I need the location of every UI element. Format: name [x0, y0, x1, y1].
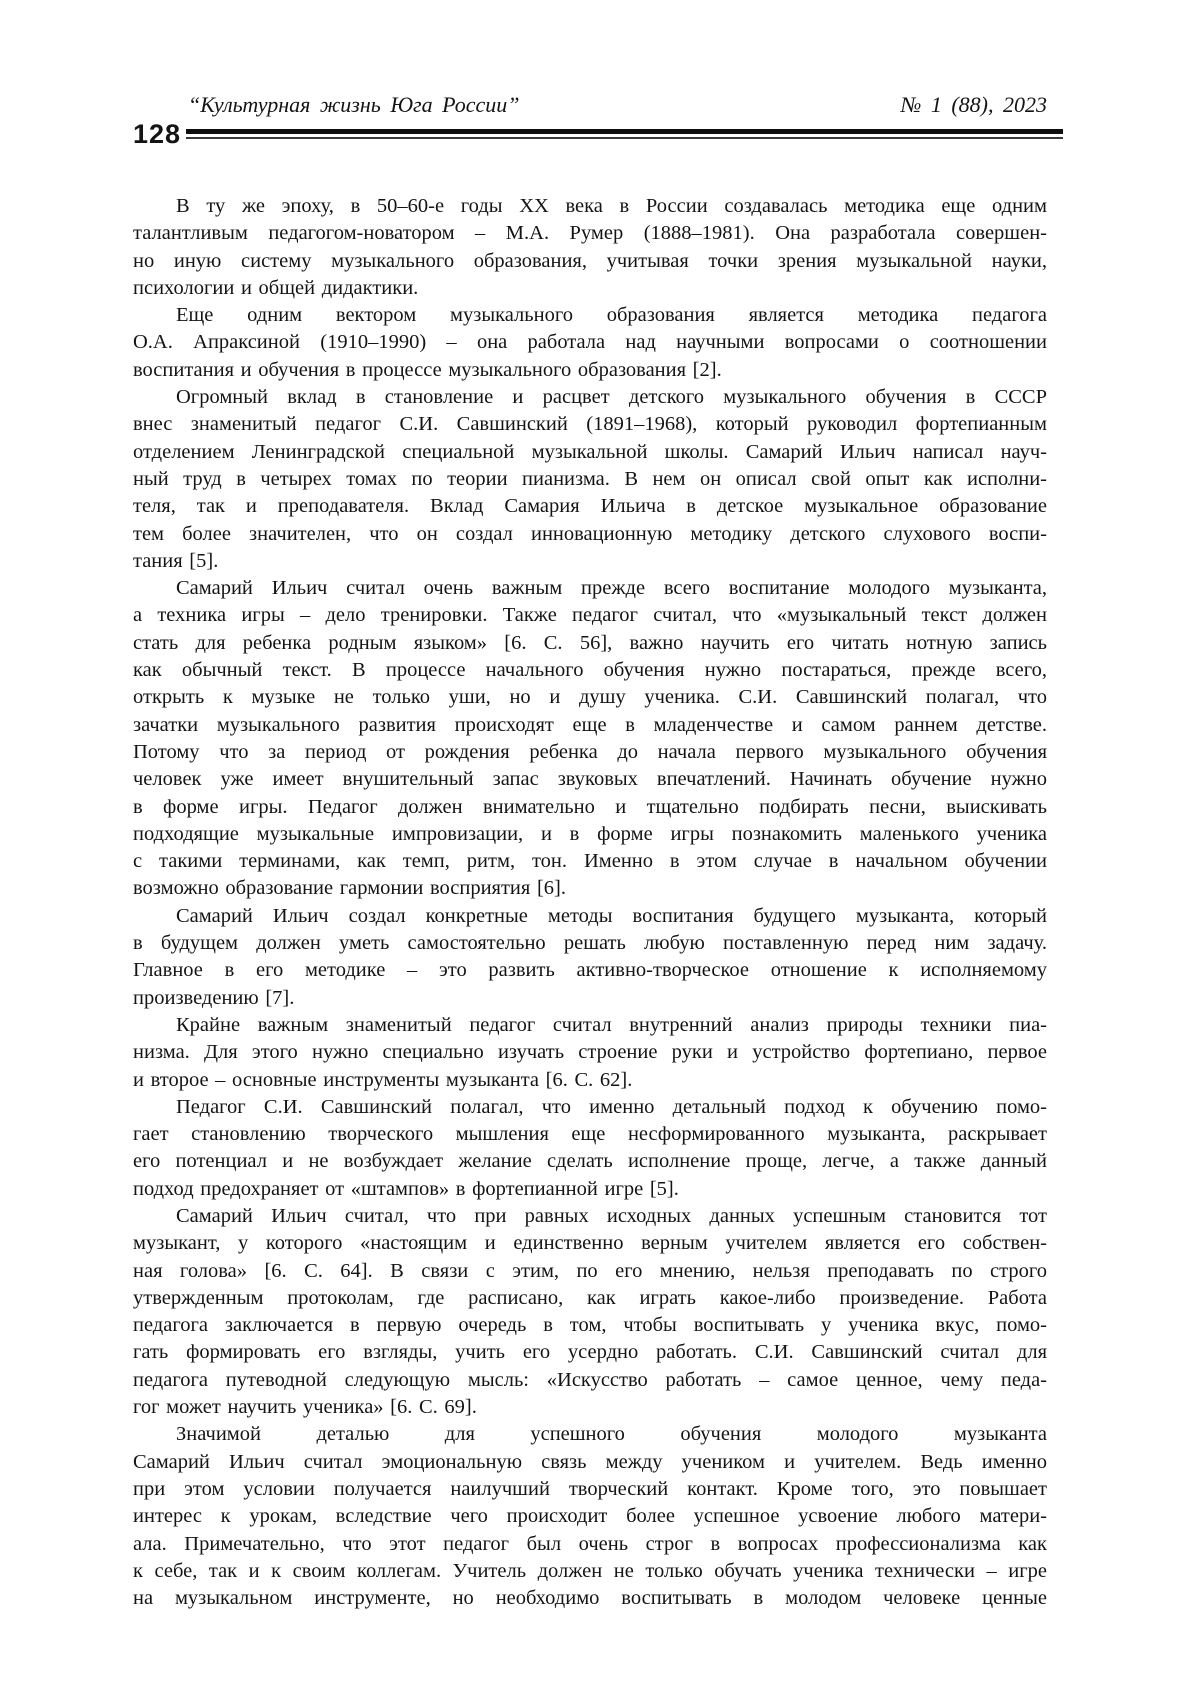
text-line: произведению [7]. — [133, 986, 295, 1009]
paragraph — [133, 1203, 1047, 1421]
text-line: гает становлению творческого мышления еще несформированного музыканта, раскрывает — [133, 1123, 1047, 1146]
page-number: 128 — [133, 119, 182, 149]
text-line: открыть к музыке не только уши, но и душу ученика. С.И. Савшинский полагал, что — [133, 686, 1047, 709]
text-line: и второе – основные инструменты музыканта [6. С. 62]. — [133, 1068, 633, 1091]
text-line: Крайне важным знаменитый педагог считал внутренний анализ природы техники пиа- — [176, 1013, 1047, 1036]
text-line: музыкант, у которого «настоящим и единственно верным учителем является его собствен- — [133, 1232, 1047, 1255]
text-line: Огромный вклад в становление и расцвет детского музыкального обучения в СССР — [176, 386, 1047, 409]
text-line: отделением Ленинградской специальной музыкальной школы. Самарий Ильич написал науч- — [133, 440, 1047, 463]
paragraph — [133, 903, 1047, 1012]
page-header — [0, 0, 1200, 147]
text-line: в форме игры. Педагог должен внимательно и тщательно подбирать песни, выискивать — [133, 795, 1047, 818]
text-line: теля, так и преподавателя. Вклад Самария Ильича в детское музыкальное образование — [133, 495, 1047, 518]
text-line: а техника игры – дело тренировки. Также педагог считал, что «музыкальный текст должен — [133, 604, 1047, 627]
text-line: ный труд в четырех томах по теории пианизма. В нем он описал свой опыт как исполни- — [133, 467, 1047, 490]
text-line: на музыкальном инструменте, но необходимо воспитывать в молодом человеке ценные — [133, 1587, 1047, 1610]
text-line: внес знаменитый педагог С.И. Савшинский (1891–1968), который руководил фортепианным — [133, 413, 1047, 436]
paragraph — [133, 575, 1047, 903]
text-line: Самарий Ильич создал конкретные методы воспитания будущего музыканта, который — [176, 904, 1047, 927]
text-line: Значимой деталью для успешного обучения молодого музыканта — [176, 1423, 1047, 1446]
running-head — [133, 92, 1047, 118]
text-line: педагога заключается в первую очередь в том, чтобы воспитывать у ученика вкус, помо- — [133, 1314, 1047, 1337]
text-line: Главное в его методике – это развить активно-творческое отношение к исполняемому — [133, 959, 1047, 982]
text-line: стать для ребенка родным языком» [6. С. 56], важно научить его читать нотную запись — [133, 631, 1047, 654]
text-line: воспитания и обучения в процессе музыкального образования [2]. — [133, 358, 722, 381]
header-rule — [186, 129, 1063, 139]
text-line: как обычный текст. В процессе начального обучения нужно постараться, прежде всего, — [133, 659, 1047, 682]
journal-title: “Культурная жизнь Юга России” — [188, 92, 520, 117]
text-line: гать формировать его взгляды, учить его усердно работать. С.И. Савшинский считал для — [133, 1341, 1047, 1364]
text-line: В ту же эпоху, в 50–60-е годы XX века в России создавалась методика еще одним — [176, 195, 1047, 217]
body-text — [133, 193, 1047, 1612]
text-line: Самарий Ильич считал очень важным прежде всего воспитание молодого музыканта, — [176, 577, 1047, 600]
text-line: О.А. Апраксиной (1910–1990) – она работала над научными вопросами о соотношении — [133, 331, 1047, 354]
text-line: тания [5]. — [133, 549, 219, 572]
text-line: талантливым педагогом-новатором – М.А. Румер (1888–1981). Она разработала совершен- — [133, 222, 1047, 245]
text-line: к себе, так и к своим коллегам. Учитель должен не только обучать ученика технически – игре — [133, 1559, 1047, 1582]
text-line: человек уже имеет внушительный запас звуковых впечатлений. Начинать обучение нужно — [133, 768, 1047, 791]
paragraph — [133, 1421, 1047, 1612]
text-line: педагога путеводной следующую мысль: «Искусство работать – самое ценное, чему педа- — [133, 1368, 1047, 1391]
text-line: подход предохраняет от «штампов» в фортепианной игре [5]. — [133, 1177, 679, 1200]
header-rule-row — [133, 120, 1063, 147]
text-line: в будущем должен уметь самостоятельно решать любую поставленную перед ним задачу. — [133, 932, 1047, 955]
text-line: подходящие музыкальные импровизации, и в форме игры познакомить маленького ученика — [133, 822, 1047, 845]
issue-number: № 1 (88), 2023 — [900, 92, 1047, 117]
text-line: его потенциал и не возбуждает желание сделать исполнение проще, легче, а также данный — [133, 1150, 1047, 1173]
text-line: психологии и общей дидактики. — [133, 276, 419, 299]
paragraph — [133, 384, 1047, 575]
paragraph — [133, 302, 1047, 384]
text-line: гог может научить ученика» [6. С. 69]. — [133, 1396, 477, 1419]
text-line: возможно образование гармонии восприятия [6]. — [133, 877, 566, 900]
text-line: тем более значителен, что он создал инновационную методику детского слухового воспи- — [133, 522, 1047, 545]
text-line: Педагог С.И. Савшинский полагал, что именно детальный подход к обучению помо- — [176, 1095, 1047, 1118]
text-line: ала. Примечательно, что этот педагог был очень строг в вопросах профессионализма как — [133, 1532, 1047, 1555]
text-line: ная голова» [6. С. 64]. В связи с этим, по его мнению, нельзя преподавать по строго — [133, 1259, 1047, 1282]
paragraph — [133, 1094, 1047, 1203]
text-line: Самарий Ильич считал эмоциональную связь между учеником и учителем. Ведь именно — [133, 1450, 1047, 1473]
text-line: зачатки музыкального развития происходят еще в младенчестве и самом раннем детстве. — [133, 713, 1047, 736]
text-line: низма. Для этого нужно специально изучать строение руки и устройство фортепиано, первое — [133, 1041, 1047, 1064]
text-line: Самарий Ильич считал, что при равных исходных данных успешным становится тот — [176, 1204, 1047, 1227]
text-line: утвержденным протоколам, где расписано, как играть какое-либо произведение. Работа — [133, 1286, 1047, 1309]
paragraph — [133, 1012, 1047, 1094]
text-line: с такими терминами, как темп, ритм, тон. Именно в этом случае в начальном обучении — [133, 850, 1047, 873]
header-rule-thin — [186, 137, 1063, 139]
text-line: Потому что за период от рождения ребенка до начала первого музыкального обучения — [133, 740, 1047, 763]
header-rule-thick — [186, 129, 1063, 134]
paragraph — [133, 193, 1047, 302]
text-line: Еще одним вектором музыкального образования является методика педагога — [176, 304, 1047, 327]
text-line: но иную систему музыкального образования, учитывая точки зрения музыкальной науки, — [133, 249, 1047, 272]
text-line: интерес к урокам, вследствие чего происходит более успешное усвоение любого матери- — [133, 1505, 1047, 1528]
text-line: при этом условии получается наилучший творческий контакт. Кроме того, это повышает — [133, 1477, 1047, 1500]
